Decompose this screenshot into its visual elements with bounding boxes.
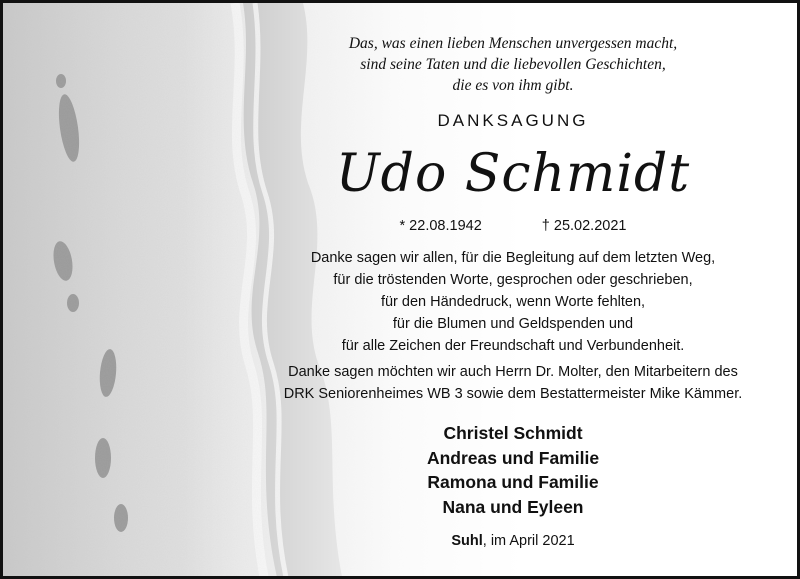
life-dates: [253, 218, 773, 234]
quote-line: die es von ihm gibt.: [452, 77, 574, 94]
date: , im April 2021: [482, 533, 575, 549]
thanks-text: [253, 247, 773, 357]
place: Suhl: [451, 533, 483, 549]
family-signatures: [253, 421, 773, 519]
heading: DANKSAGUNG: [437, 111, 589, 130]
thanks-line: für die Blumen und Geldspenden und: [392, 316, 634, 332]
thanks-line: DRK Seniorenheimes WB 3 sowie dem Bestattermeister Mike Kämmer.: [283, 386, 743, 402]
family-member: Christel Schmidt: [443, 423, 583, 443]
deceased-name: Udo Schmidt: [335, 144, 691, 204]
birth-date: * 22.08.1942: [399, 218, 482, 234]
family-member: Ramona und Familie: [427, 472, 599, 492]
thanks-line: Danke sagen wir allen, für die Begleitung auf dem letzten Weg,: [310, 250, 716, 266]
thanks-line: für den Händedruck, wenn Worte fehlten,: [380, 294, 646, 310]
place-and-date: [253, 533, 773, 549]
family-member: Andreas und Familie: [426, 447, 600, 468]
quote-line: Das, was einen lieben Menschen unvergessen macht,: [348, 35, 678, 52]
thanks-line: für die tröstenden Worte, gesprochen oder geschrieben,: [333, 272, 693, 288]
death-date: † 25.02.2021: [541, 218, 627, 234]
quote-line: sind seine Taten und die liebevollen Geschichten,: [360, 56, 666, 73]
obituary-text: [253, 3, 773, 579]
family-member: Nana und Eyleen: [442, 496, 584, 517]
memorial-quote: [253, 33, 773, 96]
thanks-line: Danke sagen möchten wir auch Herrn Dr. Molter, den Mitarbeitern des: [288, 364, 738, 380]
thanks-line: für alle Zeichen der Freundschaft und Verbundenheit.: [341, 338, 685, 354]
thanks-extra-text: [253, 361, 773, 405]
